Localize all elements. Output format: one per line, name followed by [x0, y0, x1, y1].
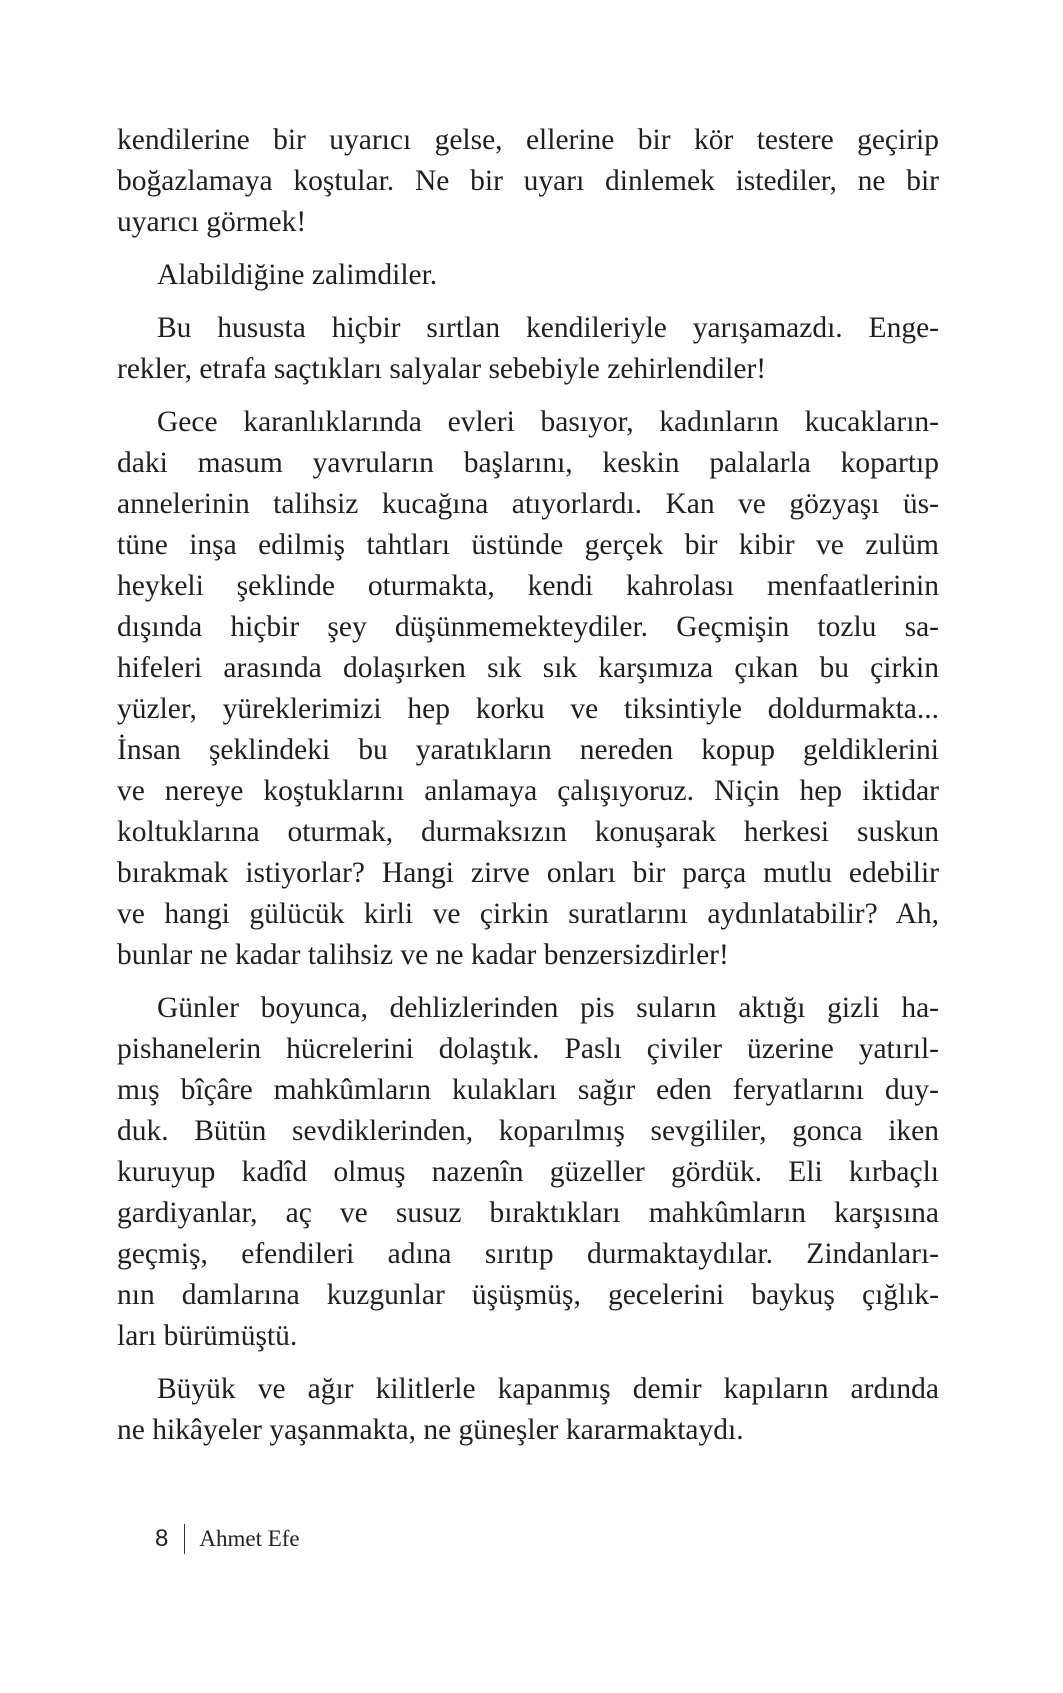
paragraph — [117, 255, 939, 296]
text-line: ne hikâyeler yaşanmakta, ne güneşler kararmaktaydı. — [117, 1414, 744, 1446]
paragraph — [117, 308, 939, 390]
text-line: duk. Bütün sevdiklerinden, koparılmış sevgililer, gonca iken — [117, 1115, 939, 1147]
text-line: İnsan şeklindeki bu yaratıkların nereden kopup geldiklerini — [117, 734, 939, 766]
text-line: Bu hususta hiçbir sırtlan kendileriyle yarışamazdı. Enge- — [157, 312, 939, 344]
text-line: annelerinin talihsiz kucağına atıyorlardı. Kan ve gözyaşı üs- — [117, 488, 939, 520]
paragraph — [117, 1369, 939, 1451]
paragraph — [117, 120, 939, 243]
text-line: hifeleri arasında dolaşırken sık sık karşımıza çıkan bu çirkin — [117, 652, 939, 684]
author-name: Ahmet Efe — [199, 1526, 300, 1551]
text-line: nın damlarına kuzgunlar üşüşmüş, gecelerini baykuş çığlık- — [117, 1279, 939, 1311]
text-line: pishanelerin hücrelerini dolaştık. Paslı çiviler üzerine yatırıl- — [117, 1033, 939, 1065]
page-body — [117, 120, 939, 1463]
text-line: ve nereye koştuklarını anlamaya çalışıyoruz. Niçin hep iktidar — [117, 775, 939, 807]
page-footer — [155, 1522, 300, 1556]
text-line: bunlar ne kadar talihsiz ve ne kadar benzersizdirler! — [117, 939, 729, 971]
text-line: mış bîçâre mahkûmların kulakları sağır eden feryatlarını duy- — [117, 1074, 939, 1106]
paragraph — [117, 988, 939, 1357]
footer-divider — [184, 1524, 185, 1554]
text-line: Gece karanlıklarında evleri basıyor, kadınların kucakların- — [157, 406, 939, 438]
text-line: geçmiş, efendileri adına sırıtıp durmaktaydılar. Zindanları- — [117, 1238, 939, 1270]
text-line: Büyük ve ağır kilitlerle kapanmış demir kapıların ardında — [157, 1373, 939, 1405]
text-line: bırakmak istiyorlar? Hangi zirve onları bir parça mutlu edebilir — [117, 857, 939, 889]
text-line: ve hangi gülücük kirli ve çirkin suratlarını aydınlatabilir? Ah, — [117, 898, 939, 930]
text-line: Alabildiğine zalimdiler. — [157, 259, 438, 291]
text-line: Günler boyunca, dehlizlerinden pis suların aktığı gizli ha- — [157, 992, 939, 1024]
text-line: uyarıcı görmek! — [117, 206, 307, 238]
paragraph — [117, 402, 939, 976]
text-line: rekler, etrafa saçtıkları salyalar sebebiyle zehirlendiler! — [117, 353, 767, 385]
text-line: dışında hiçbir şey düşünmemekteydiler. Geçmişin tozlu sa- — [117, 611, 939, 643]
text-line: heykeli şeklinde oturmakta, kendi kahrolası menfaatlerinin — [117, 570, 939, 602]
text-line: boğazlamaya koştular. Ne bir uyarı dinlemek istediler, ne bir — [117, 165, 939, 197]
text-line: kuruyup kadîd olmuş nazenîn güzeller gördük. Eli kırbaçlı — [117, 1156, 939, 1188]
page-number: 8 — [155, 1525, 169, 1552]
text-line: kendilerine bir uyarıcı gelse, ellerine bir kör testere geçirip — [117, 124, 939, 156]
text-line: daki masum yavruların başlarını, keskin palalarla kopartıp — [117, 447, 939, 479]
text-line: yüzler, yüreklerimizi hep korku ve tiksintiyle doldurmakta... — [117, 693, 939, 725]
text-line: tüne inşa edilmiş tahtları üstünde gerçek bir kibir ve zulüm — [117, 529, 939, 561]
text-line: koltuklarına oturmak, durmaksızın konuşarak herkesi suskun — [117, 816, 939, 848]
text-line: gardiyanlar, aç ve susuz bıraktıkları mahkûmların karşısına — [117, 1197, 939, 1229]
text-line: ları bürümüştü. — [117, 1320, 298, 1352]
